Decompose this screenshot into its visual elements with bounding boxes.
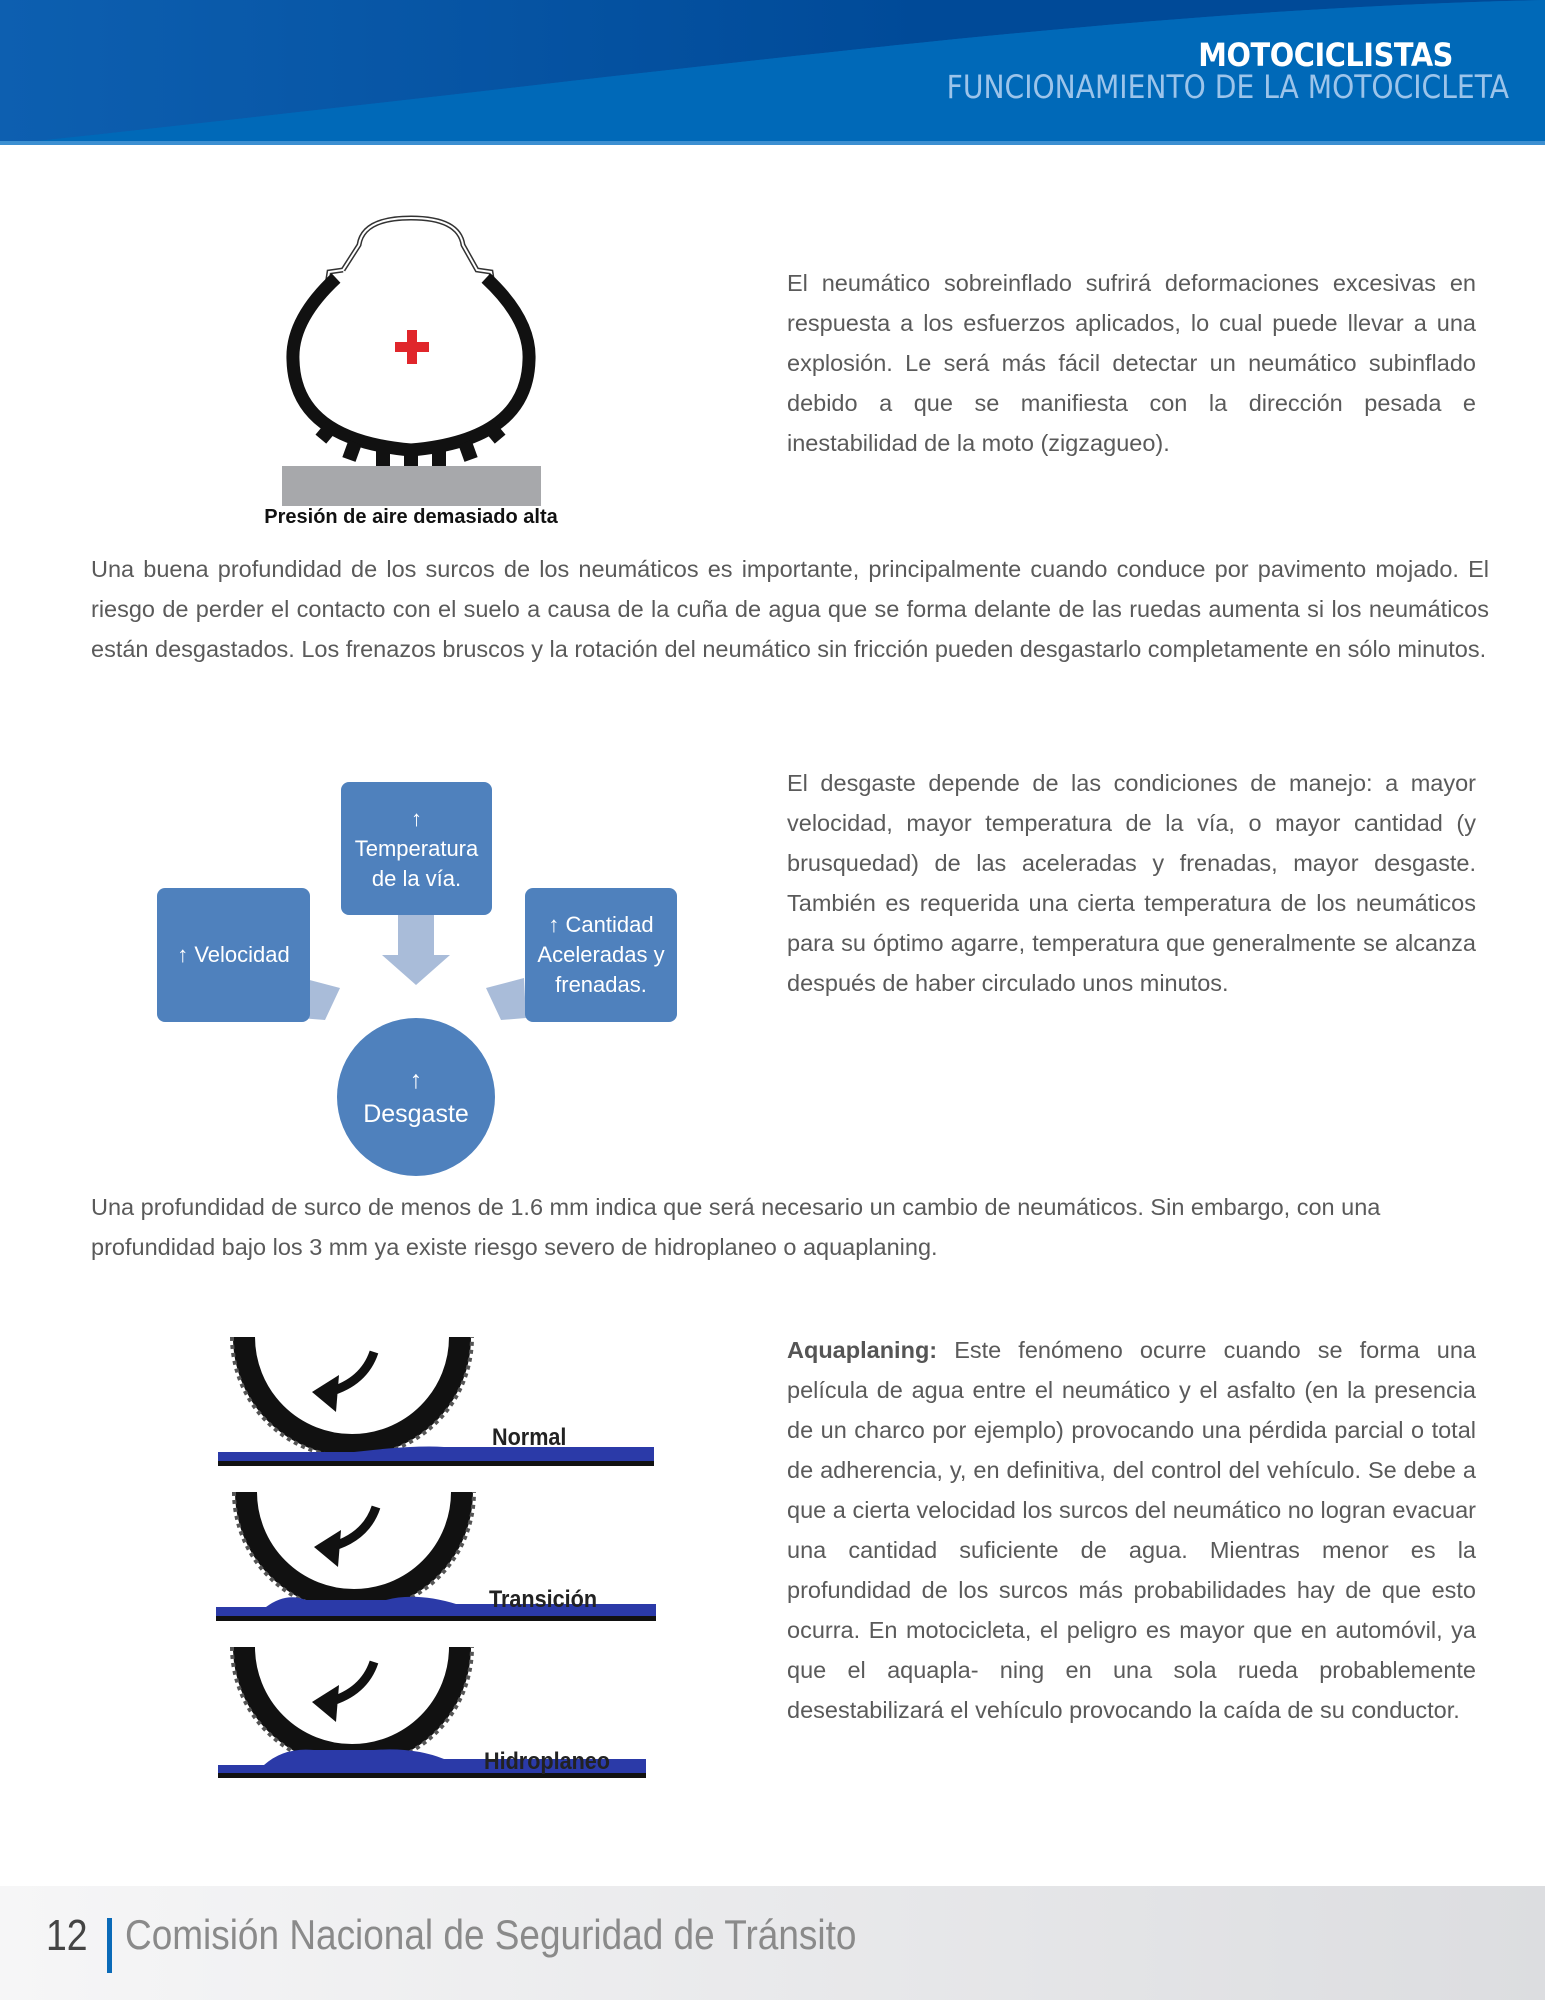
label-transicion: Transición [489,1586,598,1613]
paragraph-groove-depth: Una profundidad de surco de menos de 1.6 mm indica que será necesario un cambio de neumáticos. Sin embargo, con una profundidad bajo los 3 mm ya existe riesgo severo de hidroplaneo o aquaplaning. [91,1194,1381,1260]
up-arrow-icon: ↑ [411,805,422,831]
up-arrow-icon: ↑ [548,912,560,937]
label-normal: Normal [492,1424,567,1451]
aquaplaning-body: Este fenómeno ocurre cuando se forma una película de agua entre el neumático y el asfalto (en la presencia de un charco por ejemplo) provocando una pérdida parcial o total de adherencia, y, en definitiva, del control del vehículo. Se debe a que a cierta velocidad los surcos del neumático no logran evacuar una cantidad suficiente de agua. Mientras menor es la profundidad de los surcos más probabilidades hay de que esto ocurra. En motocicleta, el peligro es mayor que en automóvil, ya que el aquapla- ning en una sola rueda probablemente desestabilizará el vehículo provocando la caída de su conductor. [787,1337,1476,1723]
factor-label: Temperatura [354,835,479,861]
up-arrow-icon: ↑ [409,1066,423,1094]
desgaste-circle [337,1018,495,1176]
footer-divider [107,1918,112,1973]
factor-label: frenadas. [555,972,647,997]
paragraph-tread-depth: Una buena profundidad de los surcos de los neumáticos es importante, principalmente cuando conduce por pavimento mojado. El riesgo de perder el contacto con el suelo a causa de la cuña de agua que se forma delante de las ruedas aumenta si los neumáticos están desgastados. Los frenazos bruscos y la rotación del neumático sin fricción pueden desgastarlo completamente en sólo minutos. [91,556,1489,662]
page-header [0,0,1545,145]
page-number: 12 [46,1911,88,1960]
factor-label: Velocidad [194,942,290,967]
up-arrow-icon: ↑ [177,942,189,967]
factor-label: Cantidad [565,912,654,937]
label-hidroplaneo: Hidroplaneo [484,1748,611,1775]
footer-organization: Comisión Nacional de Seguridad de Tránsito [125,1911,857,1958]
paragraph-aquaplaning [787,1330,1476,1730]
section-subtitle: FUNCIONAMIENTO DE LA MOTOCICLETA [946,68,1509,106]
page-footer [0,1886,1545,2000]
aquaplaning-term: Aquaplaning: [787,1337,938,1363]
paragraph-overinflation: El neumático sobreinflado sufrirá deformaciones excesivas en respuesta a los esfuerzos aplicados, lo cual puede llevar a una explosión. Le será más fácil detectar un neumático subinflado debido a que se manifiesta con la dirección pesada e inestabilidad de la moto (zigzagueo). [787,270,1476,456]
factor-cantidad [525,888,677,1022]
factor-label: Aceleradas y [537,942,665,967]
factor-label: de la vía. [371,865,462,891]
header-rule [0,141,1545,145]
paragraph-wear: El desgaste depende de las condiciones de manejo: a mayor velocidad, mayor temperatura de la vía, o mayor cantidad (y brusquedad) de las aceleradas y frenadas, mayor desgaste. También es requerida una cierta temperatura de los neumáticos para su óptimo agarre, temperatura que generalmente se alcanza después de haber circulado unos minutos. [787,770,1476,996]
desgaste-label: Desgaste [363,1100,469,1128]
factor-velocidad [157,888,310,1022]
overinflated-tire-illustration [281,210,543,506]
panel-normal [218,1447,654,1466]
section-title: MOTOCICLISTAS [1198,36,1453,74]
factor-temperatura [341,782,492,915]
plus-icon [395,330,429,364]
tire-caption: Presión de aire demasiado alta [264,506,558,528]
